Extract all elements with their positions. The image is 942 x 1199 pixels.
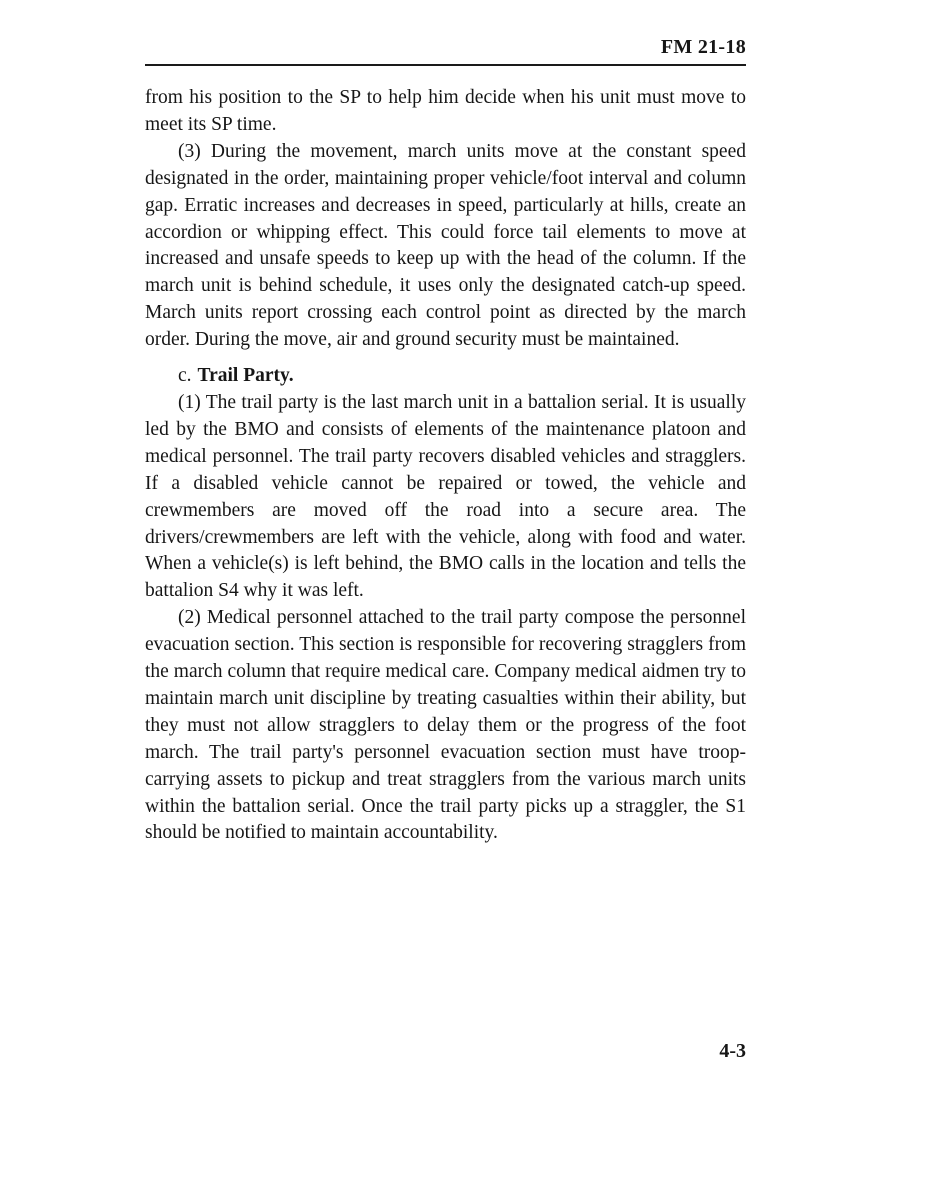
section-heading-trail-party <box>145 363 746 390</box>
paragraph-continuation: from his position to the SP to help him decide when his unit must move to meet its SP time. <box>145 87 746 135</box>
page-number: 4-3 <box>719 1040 746 1062</box>
page-header <box>145 36 746 66</box>
paragraph-c2: (2) Medical personnel attached to the trail party compose the personnel evacuation section. This section is responsible for recovering stragglers from the march column that require medical care. Company medical aidmen try to maintain march unit discipline by treating casualties within their ability, but they must not allow stragglers to delay them or the progress of the foot march. The trail party's personnel evacuation section must have troop-carrying assets to pickup and treat stragglers from the various march units within the battalion serial. Once the trail party picks up a straggler, the S1 should be notified to maintain accountability. <box>145 607 746 844</box>
section-heading-title: Trail Party. <box>197 365 294 387</box>
paragraph-3: (3) During the movement, march units move at the constant speed designated in the order, maintaining proper vehicle/foot interval and column gap. Erratic increases and decreases in speed, particularly at hills, create an accordion or whipping effect. This could force tail elements to move at increased and unsafe speeds to keep up with the head of the column. If the march unit is behind schedule, it uses only the designated catch-up speed. March units report crossing each control point as directed by the march order. During the move, air and ground security must be maintained. <box>145 140 746 351</box>
manual-number: FM 21-18 <box>660 36 746 58</box>
paragraph-c1: (1) The trail party is the last march unit in a battalion serial. It is usually led by the BMO and consists of elements of the maintenance platoon and medical personnel. The trail party recovers disabled vehicles and stragglers. If a disabled vehicle cannot be repaired or towed, the vehicle and crewmembers are moved off the road into a secure area. The drivers/crewmembers are left with the vehicle, along with food and water. When a vehicle(s) is left behind, the BMO calls in the location and tells the battalion S4 why it was left. <box>145 391 746 602</box>
page-body <box>145 85 746 847</box>
section-heading-prefix: c. <box>178 365 192 387</box>
